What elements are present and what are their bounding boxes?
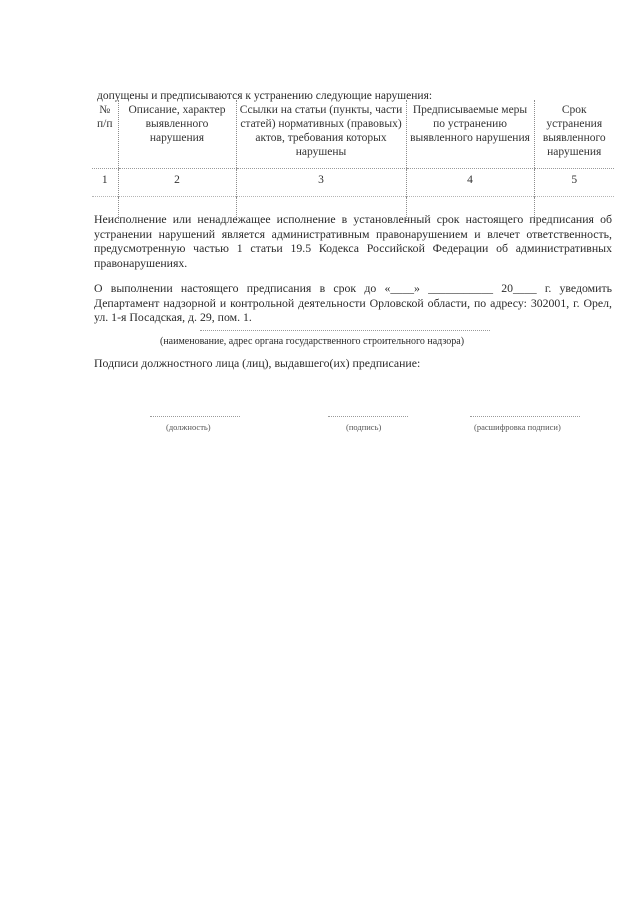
violations-table	[92, 100, 614, 221]
signature-label: Подписи должностного лица (лиц), выдавшего(их) предписание:	[94, 356, 421, 370]
header-measures: Предписываемые меры по устранению выявленного нарушения	[406, 100, 534, 169]
intro-text: допущены и предписываются к устранению следующие нарушения:	[97, 90, 433, 102]
notification-paragraph: О выполнении настоящего предписания в срок до «____» ___________ 20____ г. уведомить Департамент надзорной и контрольной деятельности Орловской области, по адресу: 302001, г. Орел, ул. 1-я Посадская, д. 29, пом. 1.	[94, 281, 612, 324]
col-number-1: 1	[101, 174, 108, 186]
liability-paragraph: Неисполнение или ненадлежащее исполнение в установленный срок настоящего предписания об устранении нарушений является административным правонарушением и влечет ответственность, предусмотренную частью 1 статьи 19.5 Кодекса Российской Федерации об административных правонарушениях.	[94, 212, 612, 270]
table-header-row	[92, 100, 614, 169]
col-number-3: 3	[236, 169, 406, 197]
header-number: № п/п	[92, 100, 118, 169]
org-caption: (наименование, адрес органа государственного строительного надзора)	[160, 336, 465, 347]
position-caption: (должность)	[166, 422, 211, 432]
col-number-2: 2	[118, 169, 236, 197]
signature-underline	[328, 416, 408, 417]
table-number-row	[92, 169, 614, 197]
decoding-caption: (расшифровка подписи)	[474, 422, 561, 432]
header-references: Ссылки на статьи (пункты, части статей) нормативных (правовых) актов, требования которых нарушены	[236, 100, 406, 169]
org-underline	[200, 330, 490, 331]
col-number-4: 4	[406, 169, 534, 197]
decoding-underline	[470, 416, 580, 417]
col-number-5: 5	[534, 169, 614, 197]
header-description: Описание, характер выявленного нарушения	[118, 100, 236, 169]
position-underline	[150, 416, 240, 417]
signature-caption: (подпись)	[346, 422, 382, 432]
header-deadline: Срок устранения выявленного нарушения	[534, 100, 614, 169]
